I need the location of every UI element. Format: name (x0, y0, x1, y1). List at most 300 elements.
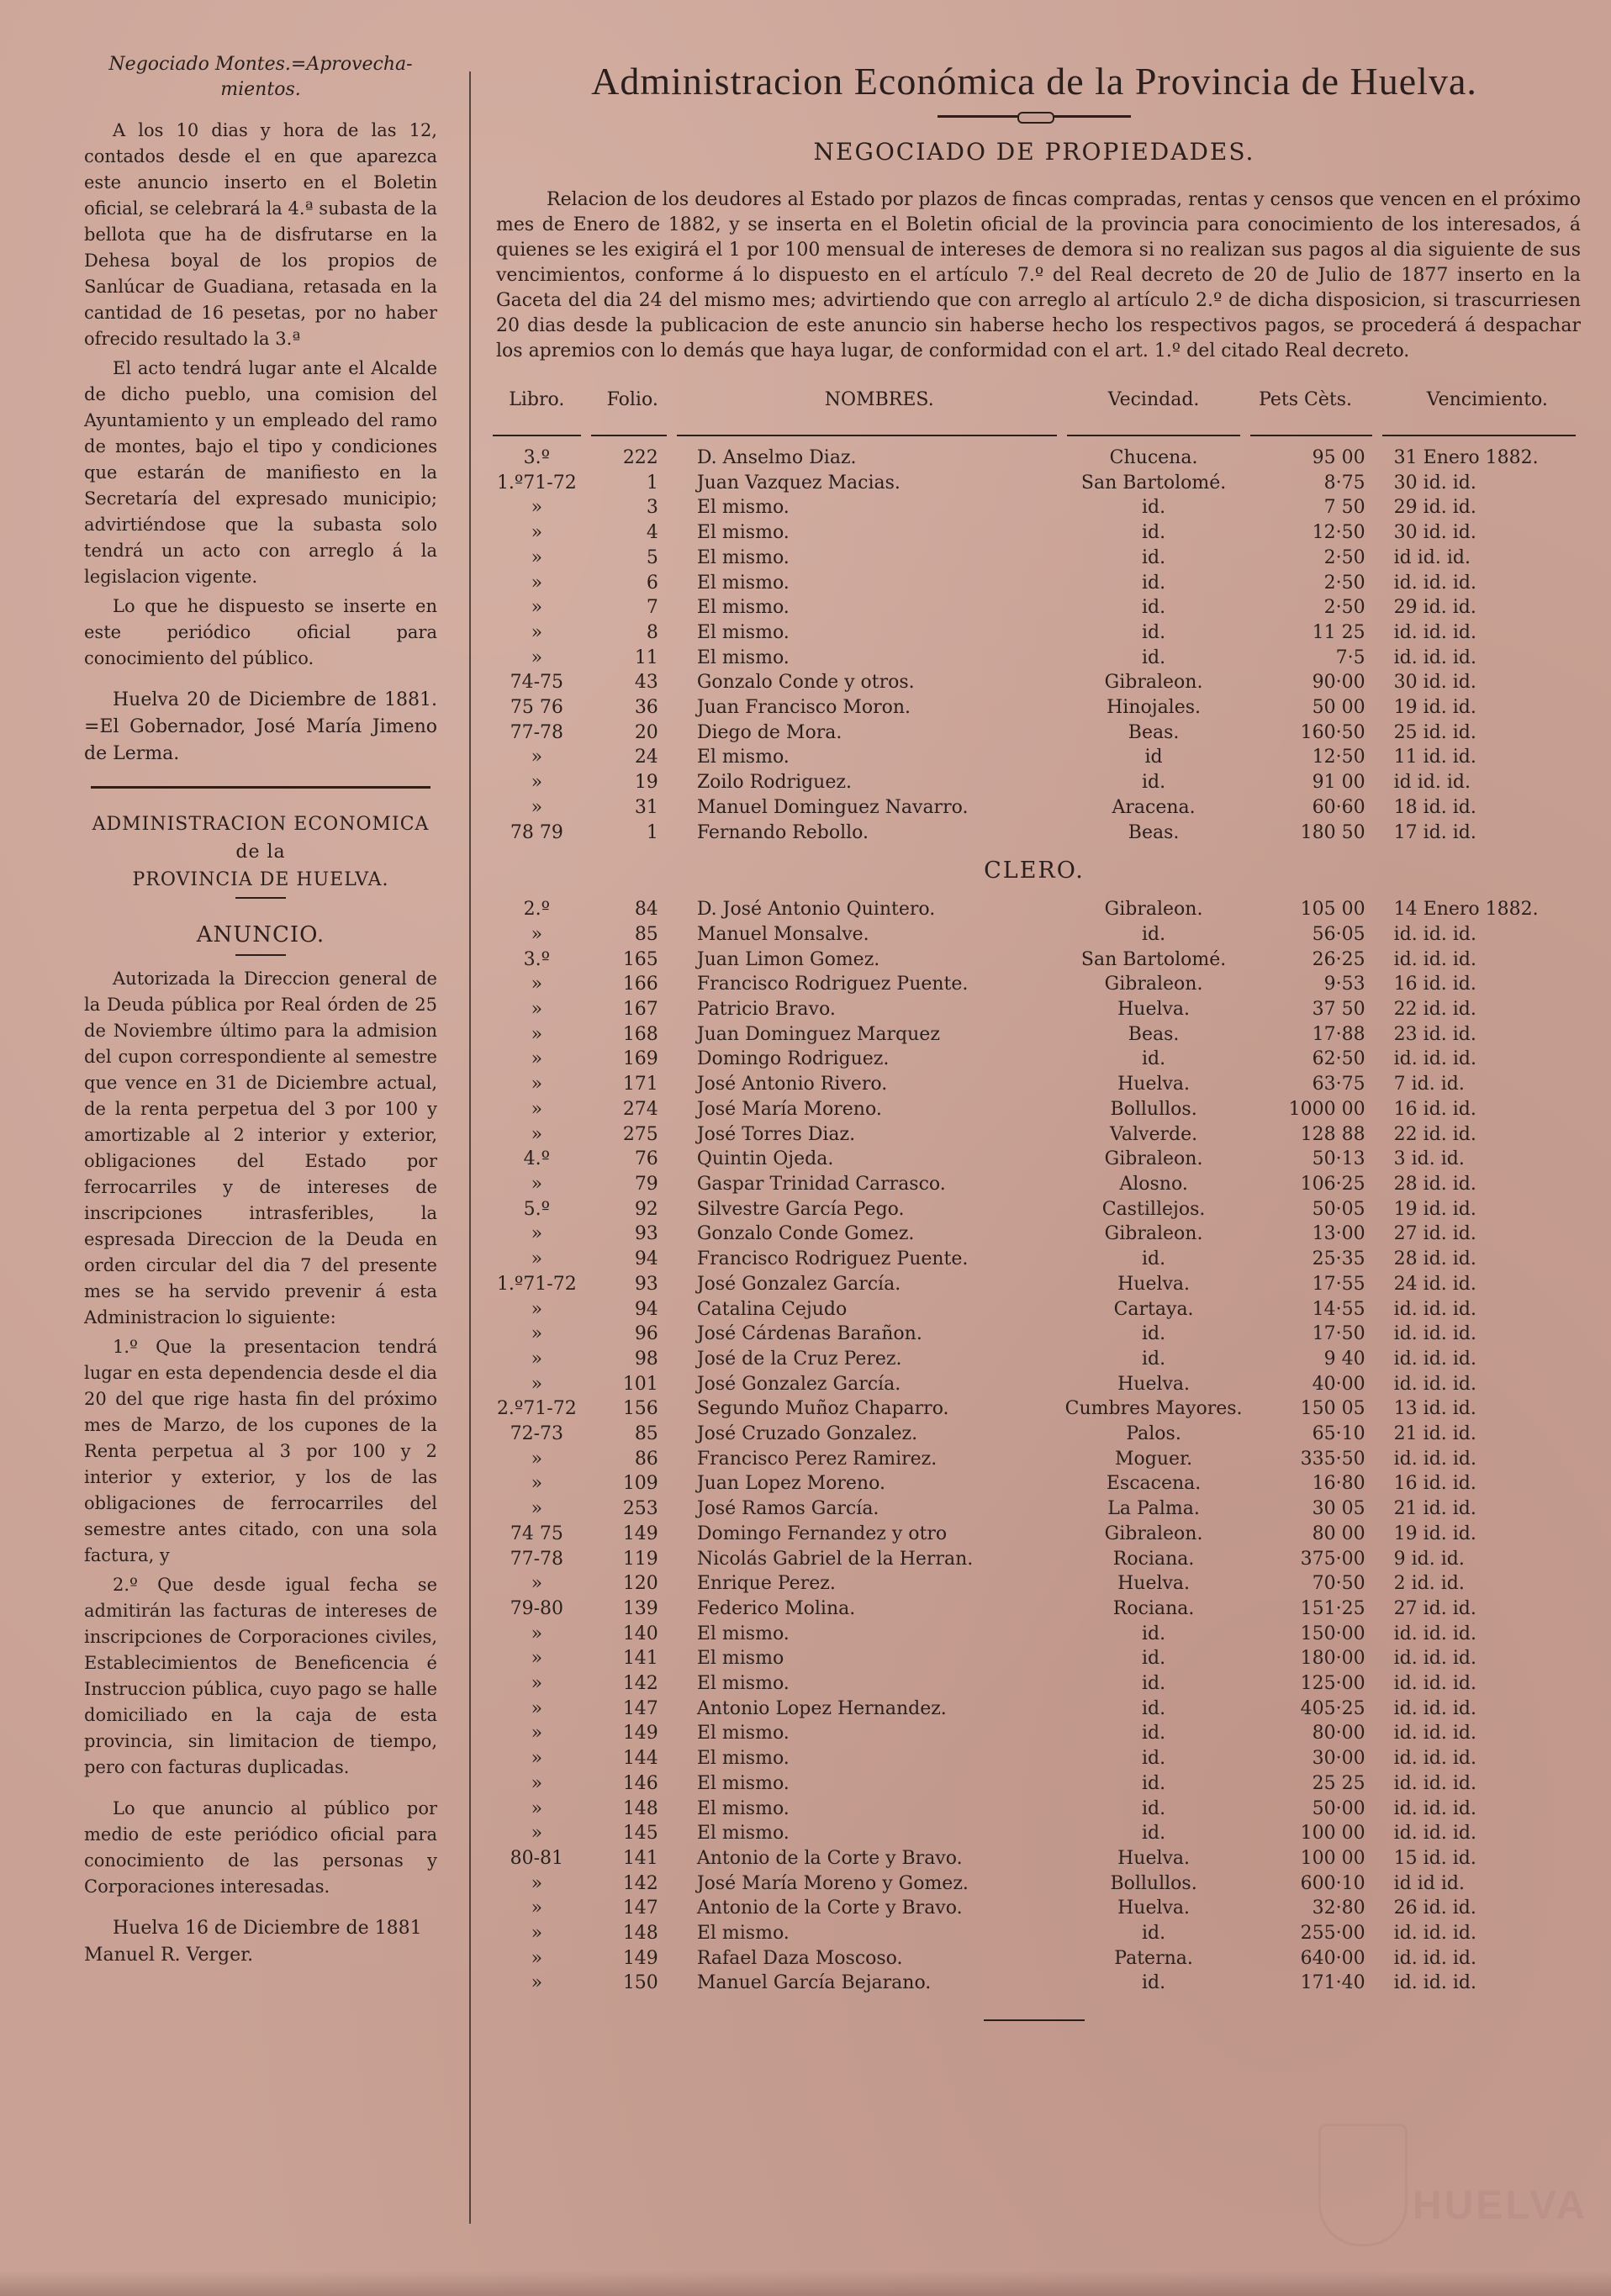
vencimiento-cell: 19 id. id. (1393, 697, 1476, 719)
libro-cell: » (531, 621, 543, 643)
folio-cell: 120 (622, 1573, 658, 1595)
libro-cell: 74 75 (510, 1523, 563, 1544)
vencimiento-cell: id. id. id. (1393, 1923, 1476, 1945)
header-ptas: Pets Cèts. (1259, 389, 1353, 410)
folio-cell: 1 (646, 821, 658, 843)
anuncio-heading: ANUNCIO. (196, 922, 325, 947)
folio-cell: 4 (646, 522, 658, 544)
vecindad-cell: Huelva. (1117, 1273, 1191, 1295)
nombre-cell: Silvestre García Pego. (696, 1198, 905, 1220)
vecindad-cell: Beas. (1128, 821, 1180, 843)
libro-cell: » (531, 1872, 543, 1894)
libro-cell: 77-78 (510, 1548, 564, 1570)
vencimiento-cell: 30 id. id. (1393, 672, 1476, 694)
pesetas-cell: 405·25 (1300, 1697, 1365, 1719)
pesetas-cell: 17·55 (1312, 1273, 1365, 1295)
nombre-cell: Catalina Cejudo (696, 1298, 848, 1320)
table-row (488, 546, 1581, 571)
libro-cell: 3.º (523, 447, 550, 468)
vencimiento-cell: 29 id. id. (1393, 597, 1476, 619)
table-row (488, 1846, 1581, 1871)
nombre-cell: Antonio de la Corte y Bravo. (696, 1897, 963, 1919)
pesetas-cell: 16·80 (1312, 1473, 1365, 1495)
nombre-cell: Segundo Muñoz Chaparro. (696, 1398, 949, 1420)
vencimiento-cell: 3 id. id. (1393, 1148, 1465, 1170)
table-row (488, 471, 1581, 496)
vencimiento-cell: 22 id. id. (1393, 999, 1476, 1021)
folio-cell: 93 (634, 1223, 658, 1245)
folio-cell: 148 (622, 1797, 658, 1819)
pesetas-cell: 1000 00 (1288, 1098, 1365, 1120)
nombre-cell: José Torres Diaz. (696, 1123, 856, 1145)
vencimiento-cell: id. id. id. (1393, 948, 1476, 970)
vencimiento-cell: id. id. id. (1393, 1298, 1476, 1320)
libro-cell: 72-73 (510, 1423, 564, 1445)
table-row (488, 1496, 1581, 1522)
pesetas-cell: 63·75 (1312, 1074, 1365, 1095)
vencimiento-cell: id. id. id. (1393, 1448, 1476, 1470)
pesetas-cell: 80 00 (1312, 1523, 1365, 1544)
pesetas-cell: 14·55 (1312, 1298, 1365, 1320)
folio-cell: 101 (622, 1373, 658, 1395)
section-subtitle: NEGOCIADO DE PROPIEDADES. (813, 138, 1255, 166)
vencimiento-cell: 23 id. id. (1393, 1023, 1476, 1045)
vencimiento-cell: 2 id. id. (1393, 1573, 1465, 1595)
pesetas-cell: 105 00 (1300, 899, 1365, 921)
folio-cell: 3 (646, 497, 658, 519)
vecindad-cell: Valverde. (1110, 1123, 1198, 1145)
vencimiento-cell: id. id. id. (1393, 647, 1476, 668)
nombre-cell: Manuel Monsalve. (696, 923, 869, 945)
libro-cell: » (531, 1123, 543, 1145)
nombre-cell: José María Moreno y Gomez. (696, 1872, 969, 1894)
pesetas-cell: 12·50 (1312, 747, 1365, 768)
title-ornament (938, 115, 1131, 118)
pesetas-cell: 180 50 (1300, 821, 1365, 843)
short-rule (235, 897, 286, 899)
vecindad-cell: id. (1142, 1748, 1166, 1770)
vencimiento-cell: id id. id. (1393, 546, 1471, 568)
folio-cell: 20 (634, 721, 658, 743)
table-header-row (488, 389, 1581, 425)
pesetas-cell: 2·50 (1323, 597, 1365, 619)
pesetas-cell: 11 25 (1312, 621, 1365, 643)
nombre-cell: El mismo. (696, 647, 790, 668)
nombre-cell: José Antonio Rivero. (696, 1074, 888, 1095)
nombre-cell: José de la Cruz Perez. (696, 1348, 902, 1370)
pesetas-cell: 151·25 (1300, 1597, 1365, 1619)
table-row (488, 1072, 1581, 1097)
vecindad-cell: id. (1142, 1823, 1166, 1845)
table-row (488, 1347, 1581, 1372)
nombre-cell: José Gonzalez García. (696, 1273, 901, 1295)
vecindad-cell: id. (1142, 1697, 1166, 1719)
montes-paragraph-1: A los 10 dias y hora de las 12, contados desde el en que aparezca este anuncio inserto en el Boletin oficial, se celebrará la 4.ª subasta de la bellota que ha de disfrutarse en la Dehesa boyal de los propios de Sanlúcar de Guadiana, retasada en la cantidad de 16 pesetas, por no haber ofrecido resultado la 3.ª (84, 120, 437, 349)
vecindad-cell: id (1144, 747, 1163, 768)
folio-cell: 167 (622, 999, 658, 1021)
vencimiento-cell: id. id. id. (1393, 1673, 1476, 1695)
nombre-cell: D. Anselmo Diaz. (696, 447, 857, 468)
libro-cell: » (531, 1223, 543, 1245)
folio-cell: 76 (634, 1148, 658, 1170)
clero-heading-row (488, 845, 1581, 897)
pesetas-cell: 125·00 (1300, 1673, 1365, 1695)
vencimiento-cell: id. id. id. (1393, 1772, 1476, 1794)
table-row (488, 1522, 1581, 1547)
folio-cell: 5 (646, 546, 658, 568)
header-vencimiento: Vencimiento. (1426, 389, 1548, 410)
nombre-cell: Diego de Mora. (696, 721, 842, 743)
pesetas-cell: 17·50 (1312, 1323, 1365, 1345)
nombre-cell: El mismo. (696, 1772, 790, 1794)
table-row (488, 1122, 1581, 1148)
folio-cell: 141 (622, 1847, 658, 1869)
pesetas-cell: 100 00 (1300, 1823, 1365, 1845)
table-row (488, 795, 1581, 821)
header-underline (1067, 435, 1241, 436)
pesetas-cell: 56·05 (1312, 923, 1365, 945)
table-row (488, 1571, 1581, 1597)
pesetas-cell: 90·00 (1312, 672, 1365, 694)
vecindad-cell: Alosno. (1119, 1173, 1188, 1195)
admin-heading-de: de la (235, 842, 286, 863)
pesetas-cell: 128 88 (1300, 1123, 1365, 1145)
anuncio-paragraph-4: Lo que anuncio al público por medio de este periódico oficial para conocimiento de las personas y Corporaciones interesadas. (84, 1798, 437, 1897)
folio-cell: 147 (622, 1697, 658, 1719)
folio-cell: 165 (622, 948, 658, 970)
libro-cell: 79-80 (510, 1597, 564, 1619)
header-underline (1382, 435, 1576, 436)
libro-cell: 77-78 (510, 721, 564, 743)
nombre-cell: Juan Limon Gomez. (696, 948, 880, 970)
vecindad-cell: id. (1142, 772, 1166, 794)
libro-cell: 78 79 (510, 821, 563, 843)
libro-cell: » (531, 1797, 543, 1819)
folio-cell: 140 (622, 1623, 658, 1644)
table-row (488, 1946, 1581, 1971)
libro-cell: » (531, 1248, 543, 1270)
table-row (488, 1921, 1581, 1946)
vecindad-cell: Huelva. (1117, 1573, 1191, 1595)
vecindad-cell: Aracena. (1112, 796, 1196, 818)
libro-cell: » (531, 647, 543, 668)
pesetas-cell: 30 05 (1312, 1498, 1365, 1520)
column-divider (469, 71, 471, 2224)
libro-cell: » (531, 1023, 543, 1045)
nombre-cell: Juan Lopez Moreno. (696, 1473, 885, 1495)
vencimiento-cell: id id id. (1393, 1872, 1465, 1894)
vencimiento-cell: id. id. id. (1393, 1648, 1476, 1670)
table-row (488, 1147, 1581, 1172)
folio-cell: 7 (646, 597, 658, 619)
page-edge-shadow (0, 2271, 1611, 2296)
vecindad-cell: id. (1142, 1048, 1166, 1070)
folio-cell: 139 (622, 1597, 658, 1619)
vencimiento-cell: 7 id. id. (1393, 1074, 1465, 1095)
libro-cell: » (531, 1972, 543, 1994)
nombre-cell: Quintin Ojeda. (696, 1148, 834, 1170)
vencimiento-cell: id id. id. (1393, 772, 1471, 794)
libro-cell: 2.º71-72 (496, 1398, 577, 1420)
folio-cell: 98 (634, 1348, 658, 1370)
vencimiento-cell: 13 id. id. (1393, 1398, 1476, 1420)
vecindad-cell: Castillejos. (1101, 1198, 1206, 1220)
nombre-cell: Nicolás Gabriel de la Herran. (696, 1548, 974, 1570)
pesetas-cell: 9 40 (1323, 1348, 1365, 1370)
vecindad-cell: id. (1142, 1772, 1166, 1794)
pesetas-cell: 25 25 (1312, 1772, 1365, 1794)
pesetas-cell: 375·00 (1300, 1548, 1365, 1570)
vecindad-cell: Huelva. (1117, 1373, 1191, 1395)
folio-cell: 148 (622, 1923, 658, 1945)
table-row (488, 1797, 1581, 1822)
table-row (488, 1372, 1581, 1397)
table-row (488, 1422, 1581, 1447)
libro-cell: 3.º (523, 948, 550, 970)
table-row (488, 1646, 1581, 1671)
header-underline (493, 435, 581, 436)
vencimiento-cell: 17 id. id. (1393, 821, 1476, 843)
libro-cell: » (531, 1348, 543, 1370)
nombre-cell: Rafael Daza Moscoso. (696, 1947, 903, 1969)
pesetas-cell: 91 00 (1312, 772, 1365, 794)
folio-cell: 85 (634, 1423, 658, 1445)
vecindad-cell: San Bartolomé. (1080, 948, 1227, 970)
right-column (488, 50, 1581, 2021)
libro-cell: » (531, 1298, 543, 1320)
table-row (488, 1871, 1581, 1897)
vecindad-cell: Palos. (1126, 1423, 1181, 1445)
table-row (488, 446, 1581, 471)
header-underline (591, 435, 667, 436)
nombre-cell: Francisco Rodriguez Puente. (696, 1248, 969, 1270)
table-row (488, 1097, 1581, 1122)
pesetas-cell: 95 00 (1312, 447, 1365, 468)
coat-of-arms-icon (1318, 2124, 1408, 2246)
nombre-cell: El mismo. (696, 497, 790, 519)
folio-cell: 142 (622, 1872, 658, 1894)
table-row (488, 620, 1581, 646)
watermark-text: HUELVA (1413, 2183, 1588, 2228)
vencimiento-cell: 28 id. id. (1393, 1248, 1476, 1270)
table-row (488, 495, 1581, 520)
folio-cell: 156 (622, 1398, 658, 1420)
vecindad-cell: id. (1142, 1972, 1166, 1994)
vecindad-cell: Gibraleon. (1104, 1523, 1203, 1544)
table-row (488, 520, 1581, 546)
vencimiento-cell: 15 id. id. (1393, 1847, 1476, 1869)
vencimiento-cell: 30 id. id. (1393, 522, 1476, 544)
table-row (488, 922, 1581, 947)
vecindad-cell: Gibraleon. (1104, 899, 1203, 921)
nombre-cell: Fernando Rebollo. (696, 821, 869, 843)
clero-section (488, 845, 1581, 897)
libro-cell: » (531, 1723, 543, 1744)
table-row (488, 1222, 1581, 1247)
table-row (488, 1746, 1581, 1771)
folio-cell: 149 (622, 1523, 658, 1544)
libro-cell: » (531, 1074, 543, 1095)
nombre-cell: Antonio Lopez Hernandez. (696, 1697, 947, 1719)
pesetas-cell: 8·75 (1323, 472, 1365, 494)
folio-cell: 43 (634, 672, 658, 694)
folio-cell: 86 (634, 1448, 658, 1470)
folio-cell: 145 (622, 1823, 658, 1845)
vencimiento-cell: id. id. id. (1393, 1748, 1476, 1770)
page-title: Administracion Económica de la Provincia de Huelva. (591, 60, 1477, 103)
libro-cell: » (531, 974, 543, 995)
header-underline (677, 435, 1057, 436)
table-row (488, 1597, 1581, 1622)
folio-cell: 141 (622, 1648, 658, 1670)
libro-cell: » (531, 1473, 543, 1495)
vecindad-cell: Rociana. (1112, 1597, 1195, 1619)
folio-cell: 8 (646, 621, 658, 643)
table-row (488, 1322, 1581, 1347)
libro-cell: » (531, 497, 543, 519)
header-folio: Folio. (606, 389, 658, 410)
anuncio-signature-date: Huelva 16 de Diciembre de 1881 (113, 1918, 422, 1939)
vencimiento-cell: id. id. id. (1393, 1373, 1476, 1395)
table-row (488, 1447, 1581, 1472)
montes-paragraph-2: El acto tendrá lugar ante el Alcalde de dicho pueblo, una comision del Ayuntamiento y un empleado del ramo de montes, bajo el tipo y condiciones que estarán de manifiesto en la Secretaría del expresado municipio; advirtiéndose que la subasta solo tendrá un acto con arreglo á la legislacion vigente. (84, 358, 437, 587)
vencimiento-cell: 16 id. id. (1393, 1473, 1476, 1495)
libro-cell: » (531, 1697, 543, 1719)
folio-cell: 1 (646, 472, 658, 494)
libro-cell: » (531, 999, 543, 1021)
montes-signature: Huelva 20 de Diciembre de 1881. =El Gobernador, José María Jimeno de Lerma. (84, 689, 437, 764)
table-row (488, 770, 1581, 795)
anuncio-paragraph-2: 1.º Que la presentacion tendrá lugar en esta dependencia desde el dia 20 del que rige hasta fin del próximo mes de Marzo, de los cupones de la Renta perpetua al 3 por 100 y 2 interior y exterior, y los de las obligaciones de ferrocarriles del semestre antes citado, con una sola factura, y (84, 1337, 437, 1565)
folio-cell: 149 (622, 1947, 658, 1969)
vecindad-cell: Paterna. (1114, 1947, 1193, 1969)
nombre-cell: Juan Vazquez Macias. (696, 472, 901, 494)
folio-cell: 84 (634, 899, 658, 921)
nombre-cell: Federico Molina. (696, 1597, 856, 1619)
nombre-cell: Manuel García Bejarano. (696, 1972, 932, 1994)
folio-cell: 222 (622, 447, 658, 468)
folio-cell: 79 (634, 1173, 658, 1195)
table-row (488, 646, 1581, 671)
table-row (488, 1896, 1581, 1921)
vencimiento-cell: 30 id. id. (1393, 472, 1476, 494)
table-row (488, 571, 1581, 596)
pesetas-cell: 640·00 (1300, 1947, 1365, 1969)
vencimiento-cell: id. id. id. (1393, 1823, 1476, 1845)
nombre-cell: El mismo. (696, 1923, 790, 1945)
admin-heading-provincia: PROVINCIA DE HUELVA. (132, 869, 389, 890)
nombre-cell: José Ramos García. (696, 1498, 879, 1520)
vecindad-cell: Beas. (1128, 1023, 1180, 1045)
libro-cell: 1.º71-72 (496, 1273, 577, 1295)
vencimiento-cell: 18 id. id. (1393, 796, 1476, 818)
table-row (488, 695, 1581, 720)
vencimiento-cell: 14 Enero 1882. (1393, 899, 1539, 921)
vencimiento-cell: id. id. id. (1393, 621, 1476, 643)
anuncio-paragraph-3: 2.º Que desde igual fecha se admitirán las facturas de intereses de inscripciones de Corporaciones civiles, Establecimientos de Beneficencia é Instruccion pública, cuyo pago se halle domiciliado en la caja de esta provincia, sin limitacion de tiempo, pero con facturas duplicadas. (84, 1575, 437, 1777)
folio-cell: 11 (634, 647, 658, 668)
vencimiento-cell: 21 id. id. (1393, 1423, 1476, 1445)
admin-heading: ADMINISTRACION ECONOMICA (92, 814, 430, 835)
vecindad-cell: id. (1142, 1923, 1166, 1945)
vencimiento-cell: id. id. id. (1393, 1723, 1476, 1744)
vencimiento-cell: 9 id. id. (1393, 1548, 1465, 1570)
pesetas-cell: 160·50 (1300, 721, 1365, 743)
nombre-cell: El mismo. (696, 572, 790, 594)
table-row (488, 1197, 1581, 1222)
vecindad-cell: Huelva. (1117, 1847, 1191, 1869)
nombre-cell: Manuel Dominguez Navarro. (696, 796, 969, 818)
propiedades-rows (488, 446, 1581, 845)
vencimiento-cell: id. id. id. (1393, 1972, 1476, 1994)
vecindad-cell: Beas. (1128, 721, 1180, 743)
table-row (488, 997, 1581, 1022)
pesetas-cell: 32·80 (1312, 1897, 1365, 1919)
montes-paragraph-3: Lo que he dispuesto se inserte en este periódico oficial para conocimiento del público. (84, 596, 437, 668)
vecindad-cell: Gibraleon. (1104, 1223, 1203, 1245)
vencimiento-cell: 24 id. id. (1393, 1273, 1476, 1295)
table-row (488, 1297, 1581, 1322)
header-libro: Libro. (509, 389, 565, 410)
table-row (488, 670, 1581, 695)
folio-cell: 96 (634, 1323, 658, 1345)
nombre-cell: El mismo. (696, 1797, 790, 1819)
anuncio-signature-name: Manuel R. Verger. (84, 1945, 254, 1966)
nombre-cell: El mismo. (696, 1623, 790, 1644)
table-row (488, 1821, 1581, 1846)
table-row (488, 821, 1581, 846)
folio-cell: 109 (622, 1473, 658, 1495)
nombre-cell: Francisco Rodriguez Puente. (696, 974, 969, 995)
libro-cell: » (531, 1448, 543, 1470)
pesetas-cell: 335·50 (1300, 1448, 1365, 1470)
vencimiento-cell: 28 id. id. (1393, 1173, 1476, 1195)
nombre-cell: Francisco Perez Ramirez. (696, 1448, 938, 1470)
pesetas-cell: 9·53 (1323, 974, 1365, 995)
vencimiento-cell: id. id. id. (1393, 1947, 1476, 1969)
table-row (488, 595, 1581, 620)
nombre-cell: El mismo. (696, 522, 790, 544)
table-row (488, 1047, 1581, 1072)
nombre-cell: Domingo Rodriguez. (696, 1048, 890, 1070)
vencimiento-cell: 26 id. id. (1393, 1897, 1476, 1919)
libro-cell: 74-75 (510, 672, 564, 694)
pesetas-cell: 600·10 (1300, 1872, 1365, 1894)
vecindad-cell: San Bartolomé. (1080, 472, 1227, 494)
table-row (488, 745, 1581, 770)
folio-cell: 168 (622, 1023, 658, 1045)
pesetas-cell: 171·40 (1300, 1972, 1365, 1994)
vecindad-cell: Hinojales. (1107, 697, 1202, 719)
vencimiento-cell: 16 id. id. (1393, 974, 1476, 995)
vecindad-cell: Rociana. (1112, 1548, 1195, 1570)
libro-cell: » (531, 1947, 543, 1969)
libro-cell: » (531, 1748, 543, 1770)
libro-cell: » (531, 1897, 543, 1919)
table-row (488, 1697, 1581, 1722)
vecindad-cell: Bollullos. (1110, 1098, 1197, 1120)
short-rule (235, 954, 286, 956)
folio-cell: 142 (622, 1673, 658, 1695)
folio-cell: 146 (622, 1772, 658, 1794)
folio-cell: 31 (634, 796, 658, 818)
vecindad-cell: id. (1142, 621, 1166, 643)
nombre-cell: Juan Francisco Moron. (696, 697, 911, 719)
table-row (488, 972, 1581, 997)
pesetas-cell: 100 00 (1300, 1847, 1365, 1869)
folio-cell: 119 (622, 1548, 658, 1570)
libro-cell: » (531, 522, 543, 544)
